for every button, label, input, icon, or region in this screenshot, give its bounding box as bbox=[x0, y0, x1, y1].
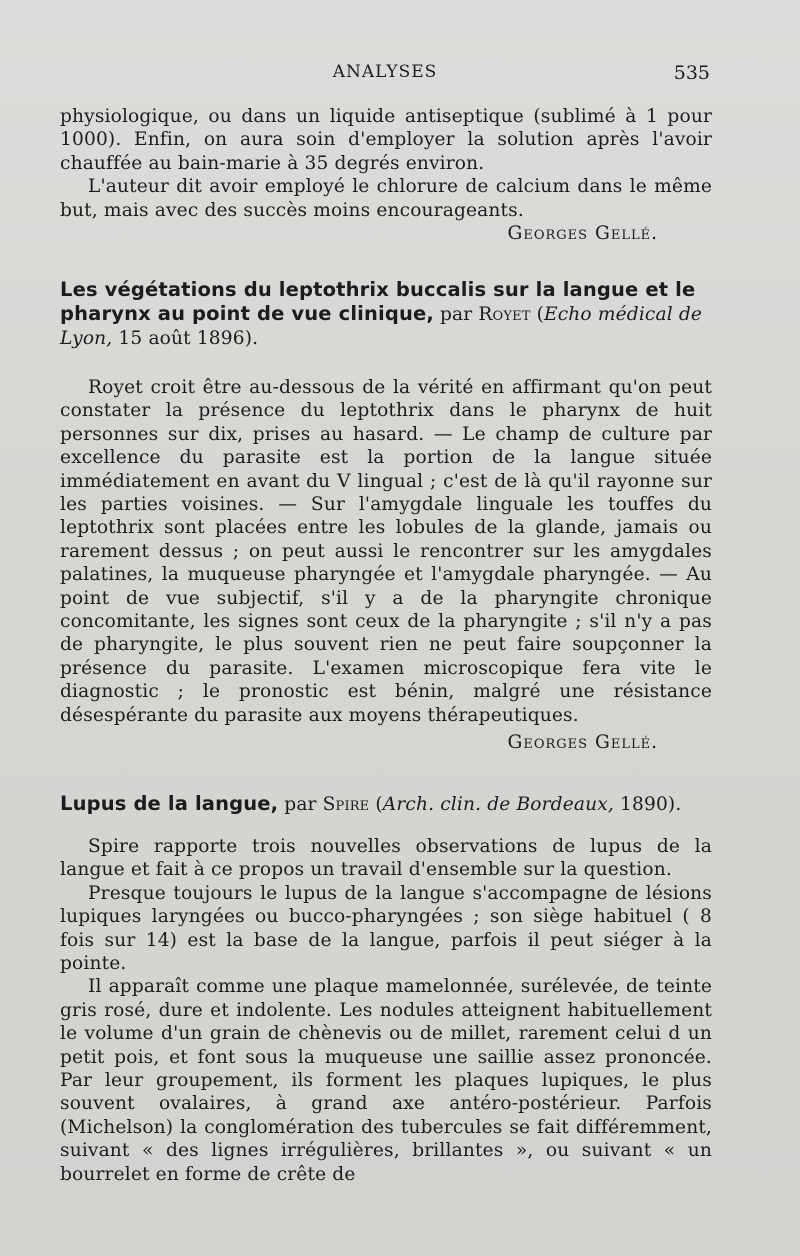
running-title: ANALYSES bbox=[332, 62, 438, 82]
article3-author: Spire bbox=[322, 794, 370, 816]
article3-heading bbox=[60, 792, 712, 817]
article3-source-open: ( bbox=[369, 794, 383, 816]
article2-title: Les végétations du leptothrix buccalis sur la langue et le pharynx au point de vue clinique, bbox=[60, 278, 696, 325]
article2-date: 15 août 1896). bbox=[112, 328, 259, 350]
article2-signature: Georges Gellé. bbox=[507, 732, 658, 754]
article2-author: Royet bbox=[478, 303, 531, 325]
article2-journal: Echo médical de Lyon, bbox=[60, 303, 703, 350]
article3-date: 1890). bbox=[613, 794, 682, 816]
article3-title: Lupus de la langue, bbox=[60, 792, 279, 816]
article3-paragraph-2: Presque toujours le lupus de la langue s'accompagne de lésions lupiques laryngées ou bucco-pharyngées ; son siège habituel ( 8 fois sur 14) est la base de la langue, parfois il peut siéger à la pointe. bbox=[60, 882, 712, 974]
page-body bbox=[60, 105, 712, 1186]
article3-paragraph-3: Il apparaît comme une plaque mamelonnée, surélevée, de teinte gris rosé, dure et indolente. Les nodules atteignent habituellement le volume d'un grain de chènevis ou de millet, rarement celui d un petit pois, et font sous la muqueuse une saillie assez prononcée. Par leur groupement, ils forment les plaques lupiques, le plus souvent ovalaires, à grand axe antéro-postérieur. Parfois (Michelson) la conglomération des tubercules se fait différemment, suivant « des lignes irrégulières, brillantes », ou suivant « un bourrelet en forme de crête de bbox=[60, 976, 712, 1185]
article1-signature: Georges Gellé. bbox=[507, 223, 658, 245]
article3-paragraph-1: Spire rapporte trois nouvelles observations de lupus de la langue et fait à ce propos un travail d'ensemble sur la question. bbox=[60, 835, 712, 881]
article2-source-open: ( bbox=[530, 303, 545, 325]
article3-by: par bbox=[278, 794, 323, 816]
article2-heading bbox=[60, 278, 712, 351]
article1-paragraph-1: physiologique, ou dans un liquide antiseptique (sublimé à 1 pour 1000). Enfin, on aura soin d'employer la solution après l'avoir chauffée au bain-marie à 35 degrés environ. bbox=[60, 106, 712, 174]
article3-journal: Arch. clin. de Bordeaux, bbox=[382, 794, 614, 816]
article2-body: Royet croit être au-dessous de la vérité en affirmant qu'on peut constater la présence du leptothrix dans le pharynx de huit personnes sur dix, prises au hasard. — Le champ de culture par excellence du parasite est la portion de la langue située immédiatement en avant du V lingual ; c'est de là qu'il rayonne sur les parties voisines. — Sur l'amygdale linguale les touffes du leptothrix sont placées entre les lobules de la glande, jamais ou rarement dessus ; on peut aussi le rencontrer sur les amygdales palatines, la muqueuse pharyngée et l'amygdale pharyngée. — Au point de vue subjectif, s'il y a de la pharyngite chronique concomitante, les signes sont ceux de la pharyngite ; s'il n'y a pas de pharyngite, le plus souvent rien ne peut faire soupçonner la présence du parasite. L'examen microscopique fera vite le diagnostic ; le pronostic est bénin, malgré une résistance désespérante du parasite aux moyens thérapeutiques. bbox=[60, 376, 712, 726]
article2-by: par bbox=[433, 303, 479, 325]
running-header bbox=[60, 62, 710, 90]
page-number: 535 bbox=[673, 62, 710, 84]
article1-paragraph-2: L'auteur dit avoir employé le chlorure de calcium dans le même but, mais avec des succès moins encourageants. bbox=[60, 176, 712, 221]
